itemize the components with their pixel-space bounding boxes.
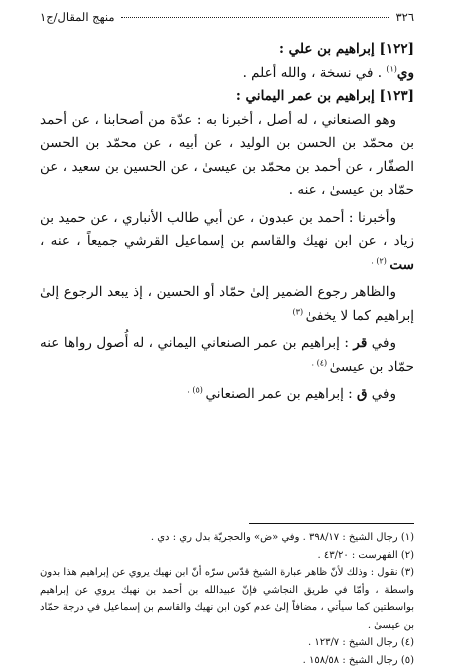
footnote-divider (249, 523, 414, 524)
footnote-3: (٣) نقول : وذلك لأنّ ظاهر عبارة الشيخ قدّس سرّه أنّ ابن نهيك يروي عن إبراهيم هذا بدون واسطة ، وأمّا في طريق النجاشي فإنّ عبيدالله بن أحمد بن نهيك يروي عن إبراهيم بواسطتين كما سيأتي ، مضافاً إلىٰ عدم كون ابن نهيك والقاسم بن إسماعيل في درجة حمّاد بن عيسىٰ . (40, 564, 414, 634)
entry-122-note: . في نسخة ، والله أعلم . (243, 65, 387, 81)
paragraph-2-abbrev: ست (389, 257, 414, 273)
entry-123-heading: [١٢٣] إبراهيم بن عمر اليماني : (40, 85, 414, 109)
paragraph-5-text: : إبراهيم بن عمر الصنعاني (205, 386, 357, 402)
page-header (40, 10, 414, 24)
entry-122-heading: [١٢٢] إبراهيم بن علي : (40, 38, 414, 62)
footnotes (40, 529, 414, 669)
paragraph-5-abbrev: ق (357, 386, 367, 402)
paragraph-2-text: وأخبرنا : أحمد بن عبدون ، عن أبي طالب الأنباري ، عن حميد بن زياد ، عن ابن نهيك والقاسم بن إسماعيل القرشي جميعاً ، عنه ، (40, 210, 414, 250)
paragraph-1: وهو الصنعاني ، له أصل ، أخبرنا به : عدّة من أصحابنا ، عن أحمد بن محمّد بن الحسن بن الوليد ، عن أبيه ، عن محمّد بن الحسن الصفّار ، عن أحمد بن محمّد بن عيسىٰ ، عن الحسين بن سعيد ، عن حمّاد بن عيسىٰ ، عنه . (40, 109, 414, 203)
footnote-4: (٤) رجال الشيخ : ١٢٣/٧ . (40, 634, 414, 652)
paragraph-5-prefix: وفي (367, 386, 396, 402)
main-text (40, 38, 414, 407)
paragraph-3-text: والظاهر رجوع الضمير إلىٰ حمّاد أو الحسين ، إذ يبعد الرجوع إلىٰ إبراهيم كما لا يخفىٰ (40, 284, 414, 324)
paragraph-2 (40, 207, 414, 278)
footnote-marker-4: (٤) . (311, 358, 329, 367)
book-title: منهج المقال/ج١ (40, 10, 115, 24)
footnote-marker-2: (٢) . (371, 256, 389, 265)
page-number: ٣٢٦ (395, 10, 414, 24)
footnote-5: (٥) رجال الشيخ : ١٥٨/٥٨ . (40, 652, 414, 669)
paragraph-4-abbrev: قر (353, 335, 367, 351)
paragraph-3 (40, 281, 414, 328)
paragraph-5 (40, 383, 414, 407)
paragraph-4 (40, 332, 414, 379)
entry-122-text (40, 62, 414, 86)
footnote-marker-3: (٣) (293, 307, 306, 316)
footnote-1: (١) رجال الشيخ : ٣٩٨/١٧ . وفي «ض» والحجريّة بدل ري : دي . (40, 529, 414, 547)
footnote-marker-1: (١) (386, 64, 397, 73)
footnote-marker-5: (٥) . (187, 386, 205, 395)
paragraph-4-text: : إبراهيم بن عمر الصنعاني اليماني ، له أُصول رواها عنه حمّاد بن عيسىٰ (40, 335, 414, 375)
header-dotted-leader (121, 17, 390, 18)
footnote-2: (٢) الفهرست : ٤٣/٢٠ . (40, 547, 414, 565)
entry-122-abbrev: وي (397, 65, 414, 81)
paragraph-4-prefix: وفي (367, 335, 396, 351)
